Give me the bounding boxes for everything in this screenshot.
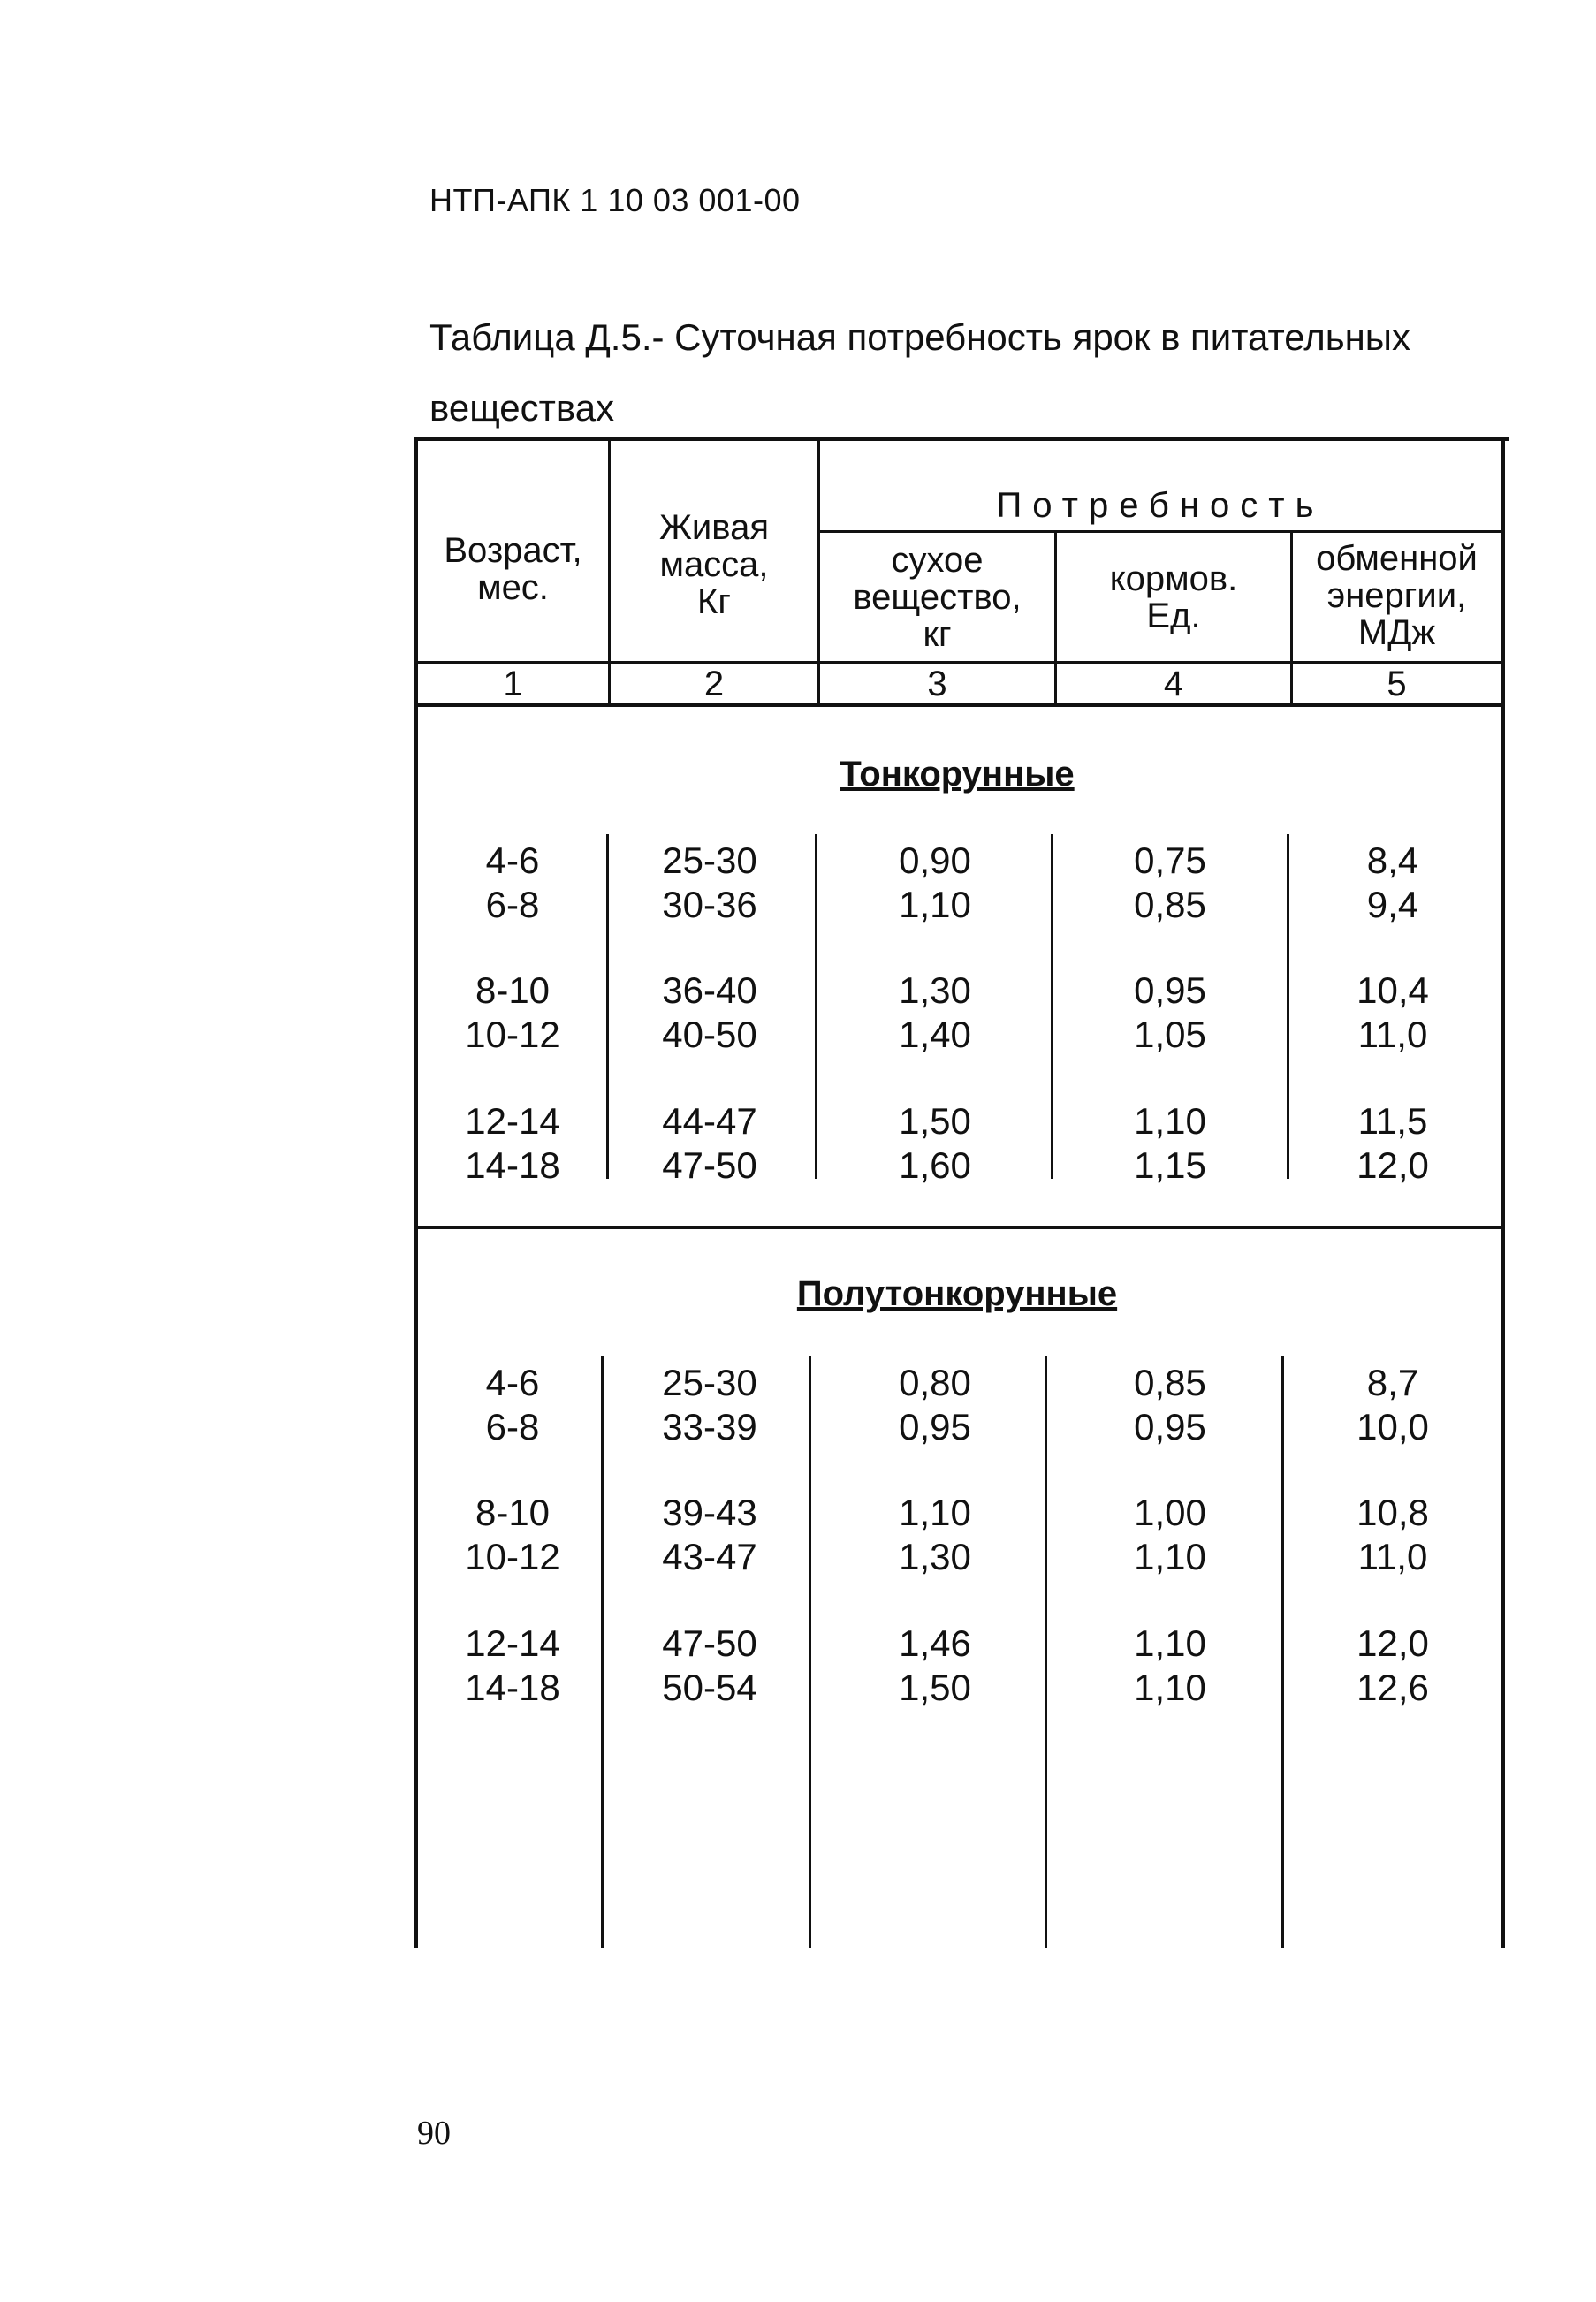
table-cell: 30-36 bbox=[662, 884, 757, 925]
table-cell: 47-50 bbox=[662, 1144, 757, 1186]
table-cell: 1,30 bbox=[899, 1536, 971, 1577]
table-cell: 8,4 bbox=[1366, 840, 1419, 881]
table-cell: 1,10 bbox=[1134, 1536, 1206, 1577]
table-cell: 25-30 bbox=[662, 840, 757, 881]
col-sep-2 bbox=[809, 1356, 811, 1948]
table-cell: 1,30 bbox=[899, 969, 971, 1011]
col-sep-3 bbox=[1051, 834, 1053, 1179]
table-cell: 1,00 bbox=[1134, 1492, 1206, 1533]
table-cell: 10-12 bbox=[465, 1014, 560, 1055]
table-cell: 1,10 bbox=[1134, 1622, 1206, 1664]
table-cell: 10,4 bbox=[1357, 969, 1429, 1011]
table-cell: 33-39 bbox=[662, 1406, 757, 1447]
table-cell: 0,90 bbox=[899, 840, 971, 881]
table-caption: Таблица Д.5.- Суточная потребность ярок в питательных веществах bbox=[429, 316, 1410, 429]
table-cell: 1,05 bbox=[1134, 1014, 1206, 1055]
table-cell: 0,95 bbox=[1134, 969, 1206, 1011]
table-cell: 11,0 bbox=[1357, 1536, 1428, 1577]
table-cell: 12,6 bbox=[1357, 1667, 1429, 1708]
table-cell: 14-18 bbox=[465, 1667, 560, 1708]
section-title: Полутонкорунные bbox=[796, 1274, 1118, 1313]
table-cell: 4-6 bbox=[485, 840, 540, 881]
table-cell: 0,75 bbox=[1134, 840, 1206, 881]
col-number: 1 bbox=[503, 664, 523, 703]
table-cell: 12-14 bbox=[465, 1622, 560, 1664]
numbers-bottom-line bbox=[415, 703, 1502, 707]
table-cell: 1,10 bbox=[899, 1492, 971, 1533]
table-cell: 1,50 bbox=[899, 1667, 971, 1708]
table-cell: 1,10 bbox=[899, 884, 971, 925]
table-cell: 50-54 bbox=[662, 1667, 757, 1708]
document-code: НТП-АПК 1 10 03 001-00 bbox=[429, 182, 801, 218]
table-cell: 0,95 bbox=[899, 1406, 971, 1447]
table-cell: 47-50 bbox=[662, 1622, 757, 1664]
table-cell: 0,95 bbox=[1134, 1406, 1206, 1447]
table-cell: 1,50 bbox=[899, 1100, 971, 1142]
table-cell: 1,15 bbox=[1134, 1144, 1206, 1186]
table-cell: 1,10 bbox=[1134, 1100, 1206, 1142]
header-dry: сухое вещество, кг bbox=[853, 541, 1022, 654]
col-number: 5 bbox=[1387, 664, 1407, 703]
table-cell: 8,7 bbox=[1366, 1362, 1419, 1403]
table-cell: 1,10 bbox=[1134, 1667, 1206, 1708]
section-title: Тонкорунные bbox=[840, 755, 1075, 794]
table-cell: 10,8 bbox=[1357, 1492, 1429, 1533]
table-cell: 1,60 bbox=[899, 1144, 971, 1186]
header-weight: Живая масса, Кг bbox=[659, 508, 769, 621]
table-cell: 40-50 bbox=[662, 1014, 757, 1055]
table-cell: 9,4 bbox=[1366, 884, 1419, 925]
col-sep-1 bbox=[601, 1356, 604, 1948]
table-cell: 0,80 bbox=[899, 1362, 971, 1403]
header-feed: кормов. Ед. bbox=[1109, 559, 1238, 635]
col-sep-1 bbox=[606, 834, 609, 1179]
table-cell: 8-10 bbox=[475, 1492, 551, 1533]
table-cell: 12,0 bbox=[1357, 1622, 1429, 1664]
table-cell: 1,40 bbox=[899, 1014, 971, 1055]
table-cell: 25-30 bbox=[662, 1362, 757, 1403]
table-cell: 10-12 bbox=[465, 1536, 560, 1577]
table-cell: 10,0 bbox=[1357, 1406, 1429, 1447]
header-need-group: Потребность bbox=[996, 486, 1325, 525]
table-cell: 12,0 bbox=[1357, 1144, 1429, 1186]
table-cell: 36-40 bbox=[662, 969, 757, 1011]
header-energy: обменной энергии, МДж bbox=[1316, 539, 1478, 652]
col-sep-4 bbox=[1281, 1356, 1284, 1948]
table-cell: 44-47 bbox=[662, 1100, 757, 1142]
table-cell: 11,0 bbox=[1357, 1014, 1428, 1055]
col-number: 4 bbox=[1163, 664, 1184, 703]
table-cell: 8-10 bbox=[475, 969, 551, 1011]
table-cell: 0,85 bbox=[1134, 884, 1206, 925]
nutrient-table bbox=[405, 437, 1509, 1948]
col-sep-4 bbox=[1287, 834, 1289, 1179]
table-cell: 0,85 bbox=[1134, 1362, 1206, 1403]
table-cell: 1,46 bbox=[899, 1622, 971, 1664]
table-cell: 14-18 bbox=[465, 1144, 560, 1186]
section-divider bbox=[414, 1226, 1505, 1229]
table-cell: 12-14 bbox=[465, 1100, 560, 1142]
col-number: 3 bbox=[927, 664, 947, 703]
col-number: 2 bbox=[703, 664, 725, 703]
table-cell: 4-6 bbox=[485, 1362, 540, 1403]
col-sep-3 bbox=[1045, 1356, 1047, 1948]
table-cell: 39-43 bbox=[662, 1492, 757, 1533]
table-top-border bbox=[414, 437, 1509, 441]
table-cell: 6-8 bbox=[485, 884, 540, 925]
table-cell: 43-47 bbox=[662, 1536, 757, 1577]
table-cell: 11,5 bbox=[1357, 1100, 1428, 1142]
table-cell: 6-8 bbox=[485, 1406, 540, 1447]
col-sep-2 bbox=[815, 834, 817, 1179]
page-number: 90 bbox=[417, 2115, 451, 2152]
header-age: Возраст, мес. bbox=[444, 531, 582, 607]
